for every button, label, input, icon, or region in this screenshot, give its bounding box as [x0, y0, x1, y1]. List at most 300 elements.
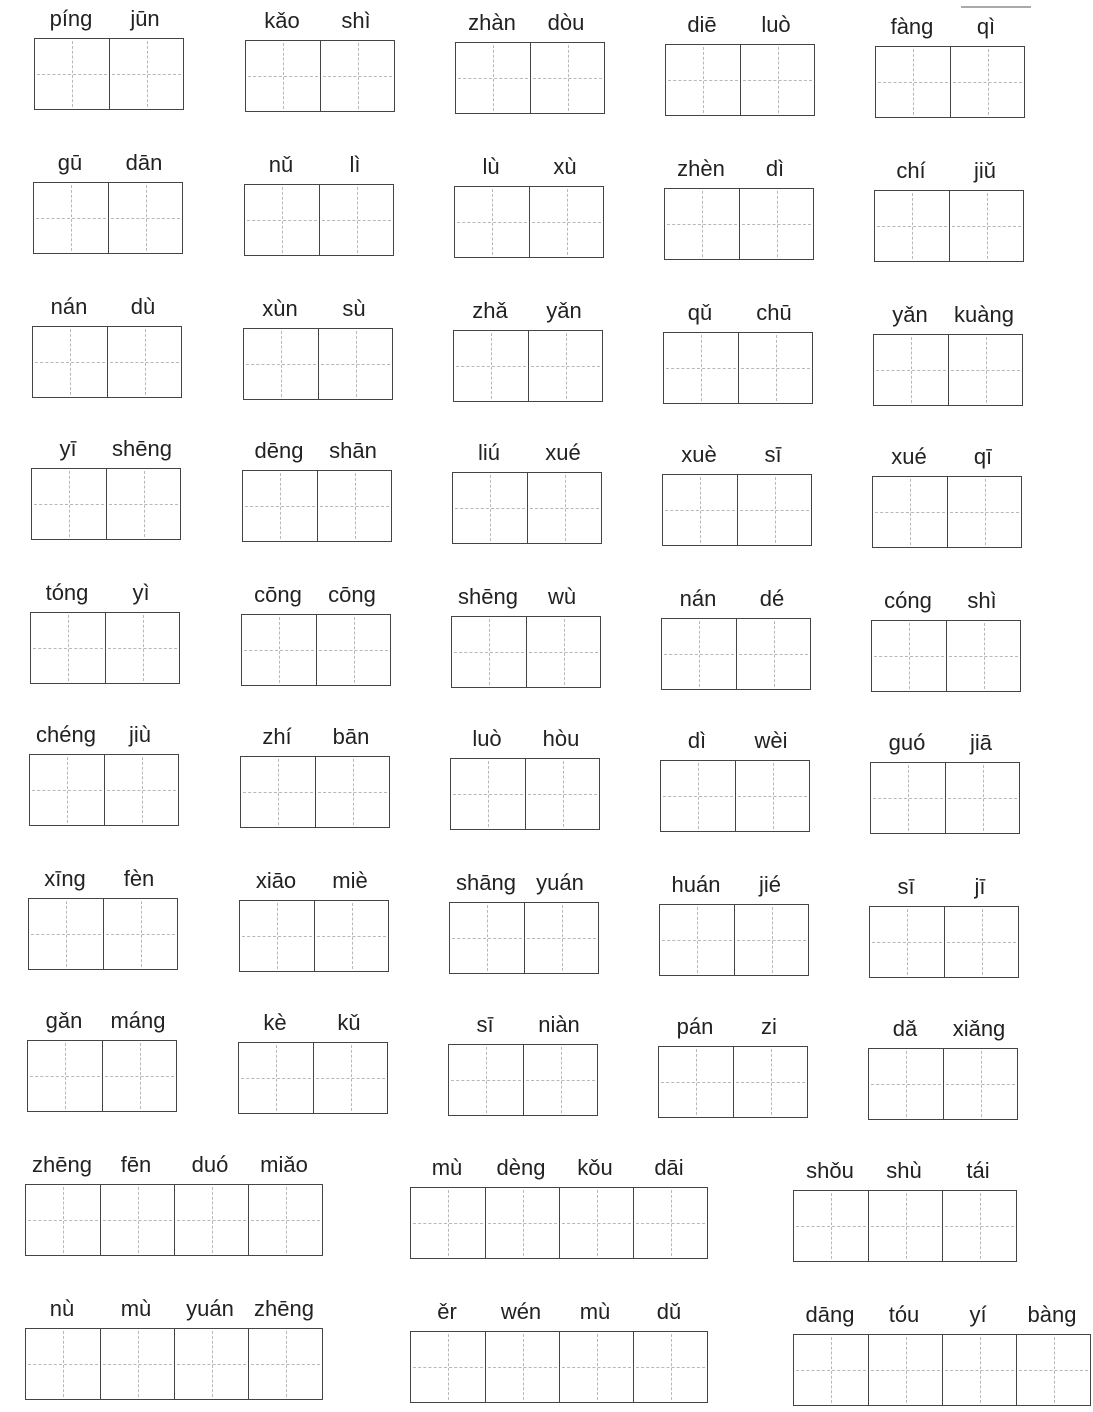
- word-group: [868, 1014, 1020, 1122]
- pinyin-syllable: nán: [50, 294, 88, 319]
- pinyin-syllable: nán: [679, 586, 717, 611]
- character-boxes: [241, 614, 391, 686]
- tian-zi-ge-writing-cell[interactable]: [107, 327, 181, 397]
- pinyin-row: [29, 720, 177, 754]
- tian-zi-ge-writing-cell[interactable]: [945, 763, 1019, 833]
- pinyin-row: [662, 440, 810, 474]
- character-boxes: [238, 1042, 388, 1114]
- tian-zi-ge-writing-cell[interactable]: [104, 755, 178, 825]
- word-group: [245, 6, 397, 114]
- tian-zi-ge-writing-cell[interactable]: [102, 1041, 176, 1111]
- pinyin-syllable: kuàng: [954, 302, 1014, 327]
- pinyin-syllable: shēng: [458, 584, 518, 609]
- character-boxes: [871, 620, 1021, 692]
- tian-zi-ge-writing-cell[interactable]: [523, 1045, 597, 1115]
- tian-zi-ge-writing-cell[interactable]: [248, 1185, 322, 1255]
- tian-zi-ge-writing-cell[interactable]: [740, 45, 814, 115]
- character-boxes: [245, 40, 395, 112]
- pinyin-syllable: dān: [125, 150, 163, 175]
- tian-zi-ge-writing-cell[interactable]: [871, 763, 945, 833]
- pinyin-syllable: chí: [896, 158, 926, 183]
- word-group: [658, 1012, 810, 1120]
- pinyin-syllable: fèn: [123, 866, 155, 891]
- word-group: [450, 724, 602, 832]
- tian-zi-ge-writing-cell[interactable]: [174, 1329, 248, 1399]
- pinyin-syllable: duó: [191, 1152, 229, 1177]
- tian-zi-ge-writing-cell[interactable]: [948, 335, 1022, 405]
- character-boxes: [870, 762, 1020, 834]
- tian-zi-ge-writing-cell[interactable]: [456, 43, 530, 113]
- character-boxes: [30, 612, 180, 684]
- word-group: [28, 864, 180, 972]
- word-group: [448, 1010, 600, 1118]
- tian-zi-ge-writing-cell[interactable]: [450, 903, 524, 973]
- pinyin-syllable: mù: [431, 1155, 463, 1180]
- pinyin-syllable: jié: [758, 872, 781, 897]
- character-boxes: [873, 334, 1023, 406]
- tian-zi-ge-writing-cell[interactable]: [876, 47, 950, 117]
- pinyin-row: [238, 1008, 386, 1042]
- character-boxes: [793, 1190, 1017, 1262]
- pinyin-syllable: yuán: [186, 1296, 234, 1321]
- tian-zi-ge-writing-cell[interactable]: [869, 1049, 943, 1119]
- character-boxes: [658, 1046, 808, 1118]
- tian-zi-ge-writing-cell[interactable]: [105, 613, 179, 683]
- pinyin-row: [663, 298, 811, 332]
- pinyin-row: [455, 8, 603, 42]
- pinyin-row: [27, 1006, 175, 1040]
- character-boxes: [452, 472, 602, 544]
- tian-zi-ge-writing-cell[interactable]: [660, 905, 734, 975]
- pinyin-syllable: sī: [897, 874, 915, 899]
- pinyin-syllable: lù: [482, 154, 500, 179]
- tian-zi-ge-writing-cell[interactable]: [108, 183, 182, 253]
- pinyin-syllable: dēng: [254, 438, 304, 463]
- pinyin-syllable: dì: [687, 728, 707, 753]
- pinyin-row: [873, 300, 1021, 334]
- tian-zi-ge-writing-cell[interactable]: [735, 761, 809, 831]
- pinyin-syllable: shù: [886, 1158, 922, 1183]
- character-boxes: [450, 758, 600, 830]
- tian-zi-ge-writing-cell[interactable]: [874, 335, 948, 405]
- tian-zi-ge-writing-cell[interactable]: [942, 1335, 1016, 1405]
- word-group: [244, 150, 396, 258]
- tian-zi-ge-writing-cell[interactable]: [526, 617, 600, 687]
- pinyin-row: [244, 150, 392, 184]
- pinyin-syllable: gǎn: [45, 1008, 83, 1033]
- tian-zi-ge-writing-cell[interactable]: [316, 615, 390, 685]
- pinyin-syllable: dì: [765, 156, 785, 181]
- tian-zi-ge-writing-cell[interactable]: [29, 899, 103, 969]
- tian-zi-ge-writing-cell[interactable]: [248, 1329, 322, 1399]
- character-boxes: [664, 188, 814, 260]
- character-boxes: [27, 1040, 177, 1112]
- word-group: [873, 300, 1025, 408]
- tian-zi-ge-writing-cell[interactable]: [739, 189, 813, 259]
- tian-zi-ge-writing-cell[interactable]: [734, 905, 808, 975]
- word-group: [660, 726, 812, 834]
- word-group: [454, 152, 606, 260]
- pinyin-row: [30, 578, 178, 612]
- word-group: [238, 1008, 390, 1116]
- character-boxes: [793, 1334, 1091, 1406]
- pinyin-row: [33, 148, 181, 182]
- pinyin-row: [452, 438, 600, 472]
- word-group: [34, 4, 186, 112]
- pinyin-syllable: sī: [476, 1012, 494, 1037]
- word-group: [451, 582, 603, 690]
- pinyin-syllable: cōng: [328, 582, 376, 607]
- pinyin-syllable: shāng: [456, 870, 516, 895]
- pinyin-row: [410, 1153, 706, 1187]
- pinyin-syllable: fàng: [890, 14, 934, 39]
- pinyin-syllable: yī: [59, 436, 77, 461]
- tian-zi-ge-writing-cell[interactable]: [26, 1185, 100, 1255]
- word-group: [662, 440, 814, 548]
- tian-zi-ge-writing-cell[interactable]: [411, 1332, 485, 1402]
- pinyin-row: [665, 10, 813, 44]
- tian-zi-ge-writing-cell[interactable]: [318, 329, 392, 399]
- pinyin-syllable: jiǔ: [973, 158, 996, 183]
- tian-zi-ge-writing-cell[interactable]: [944, 907, 1018, 977]
- tian-zi-ge-writing-cell[interactable]: [736, 619, 810, 689]
- pinyin-syllable: kǎo: [264, 8, 300, 33]
- tian-zi-ge-writing-cell[interactable]: [661, 761, 735, 831]
- tian-zi-ge-writing-cell[interactable]: [737, 475, 811, 545]
- pinyin-syllable: jiā: [969, 730, 992, 755]
- pinyin-syllable: yí: [969, 1302, 987, 1327]
- pinyin-syllable: liú: [477, 440, 500, 465]
- word-group: [659, 870, 811, 978]
- tian-zi-ge-writing-cell[interactable]: [659, 1047, 733, 1117]
- pinyin-syllable: bàng: [1027, 1302, 1077, 1327]
- tian-zi-ge-writing-cell[interactable]: [317, 471, 391, 541]
- tian-zi-ge-writing-cell[interactable]: [873, 477, 947, 547]
- pinyin-syllable: yǎn: [892, 302, 928, 327]
- tian-zi-ge-writing-cell[interactable]: [246, 41, 320, 111]
- pinyin-syllable: fēn: [120, 1152, 152, 1177]
- pinyin-syllable: niàn: [538, 1012, 580, 1037]
- word-group: [32, 292, 184, 400]
- character-boxes: [872, 476, 1022, 548]
- tian-zi-ge-writing-cell[interactable]: [26, 1329, 100, 1399]
- tian-zi-ge-writing-cell[interactable]: [109, 39, 183, 109]
- tian-zi-ge-writing-cell[interactable]: [559, 1188, 633, 1258]
- tian-zi-ge-writing-cell[interactable]: [239, 1043, 313, 1113]
- word-group: [872, 442, 1024, 550]
- pinyin-row: [875, 12, 1023, 46]
- pinyin-row: [25, 1294, 321, 1328]
- pinyin-syllable: miè: [332, 868, 368, 893]
- pinyin-row: [31, 434, 179, 468]
- tian-zi-ge-writing-cell[interactable]: [313, 1043, 387, 1113]
- tian-zi-ge-writing-cell[interactable]: [315, 757, 389, 827]
- pinyin-syllable: kǒu: [577, 1155, 613, 1180]
- pinyin-syllable: luò: [761, 12, 791, 37]
- pinyin-syllable: xué: [545, 440, 581, 465]
- tian-zi-ge-writing-cell[interactable]: [527, 473, 601, 543]
- pinyin-syllable: dèng: [496, 1155, 546, 1180]
- pinyin-syllable: sù: [342, 296, 366, 321]
- character-boxes: [242, 470, 392, 542]
- character-boxes: [663, 332, 813, 404]
- pinyin-row: [34, 4, 182, 38]
- pinyin-syllable: mù: [579, 1299, 611, 1324]
- pinyin-syllable: zi: [761, 1014, 777, 1039]
- tian-zi-ge-writing-cell[interactable]: [100, 1185, 174, 1255]
- tian-zi-ge-writing-cell[interactable]: [872, 621, 946, 691]
- character-boxes: [33, 182, 183, 254]
- word-group: [243, 294, 395, 402]
- pinyin-syllable: jūn: [130, 6, 160, 31]
- pinyin-syllable: zhēng: [32, 1152, 92, 1177]
- pinyin-syllable: zhí: [262, 724, 292, 749]
- character-boxes: [453, 330, 603, 402]
- tian-zi-ge-writing-cell[interactable]: [455, 187, 529, 257]
- tian-zi-ge-writing-cell[interactable]: [32, 469, 106, 539]
- tian-zi-ge-writing-cell[interactable]: [950, 47, 1024, 117]
- word-group: [870, 728, 1022, 836]
- word-group: [455, 8, 607, 116]
- tian-zi-ge-writing-cell[interactable]: [320, 41, 394, 111]
- pinyin-syllable: qǔ: [687, 300, 713, 325]
- pinyin-row: [658, 1012, 806, 1046]
- word-group: [452, 438, 604, 546]
- tian-zi-ge-writing-cell[interactable]: [529, 187, 603, 257]
- tian-zi-ge-writing-cell[interactable]: [100, 1329, 174, 1399]
- pinyin-syllable: dǎ: [892, 1016, 918, 1041]
- tian-zi-ge-writing-cell[interactable]: [106, 469, 180, 539]
- tian-zi-ge-writing-cell[interactable]: [240, 901, 314, 971]
- pinyin-row: [660, 726, 808, 760]
- pinyin-syllable: nù: [49, 1296, 75, 1321]
- tian-zi-ge-writing-cell[interactable]: [485, 1188, 559, 1258]
- word-group: [27, 1006, 179, 1114]
- pinyin-syllable: xīng: [44, 866, 86, 891]
- pinyin-row: [793, 1156, 1015, 1190]
- tian-zi-ge-writing-cell[interactable]: [174, 1185, 248, 1255]
- tian-zi-ge-writing-cell[interactable]: [28, 1041, 102, 1111]
- tian-zi-ge-writing-cell[interactable]: [241, 757, 315, 827]
- pinyin-syllable: xué: [891, 444, 927, 469]
- character-boxes: [449, 902, 599, 974]
- pinyin-row: [450, 724, 598, 758]
- pinyin-row: [242, 436, 390, 470]
- tian-zi-ge-writing-cell[interactable]: [411, 1188, 485, 1258]
- pinyin-row: [32, 292, 180, 326]
- tian-zi-ge-writing-cell[interactable]: [1016, 1335, 1090, 1405]
- pinyin-syllable: guó: [888, 730, 926, 755]
- pinyin-syllable: lì: [349, 152, 361, 177]
- word-group: [664, 154, 816, 262]
- pinyin-syllable: dǔ: [656, 1299, 682, 1324]
- pinyin-syllable: tóng: [45, 580, 89, 605]
- tian-zi-ge-writing-cell[interactable]: [35, 39, 109, 109]
- pinyin-syllable: luò: [472, 726, 502, 751]
- pinyin-row: [245, 6, 393, 40]
- word-group: [25, 1150, 325, 1258]
- tian-zi-ge-writing-cell[interactable]: [528, 331, 602, 401]
- word-group: [663, 298, 815, 406]
- pinyin-syllable: nǔ: [268, 152, 294, 177]
- pinyin-syllable: pán: [676, 1014, 714, 1039]
- pinyin-syllable: huán: [671, 872, 721, 897]
- character-boxes: [868, 1048, 1018, 1120]
- pinyin-syllable: hòu: [542, 726, 580, 751]
- pinyin-syllable: shǒu: [806, 1158, 854, 1183]
- tian-zi-ge-writing-cell[interactable]: [794, 1191, 868, 1261]
- word-group: [242, 436, 394, 544]
- tian-zi-ge-writing-cell[interactable]: [451, 759, 525, 829]
- pinyin-syllable: cóng: [884, 588, 932, 613]
- tian-zi-ge-writing-cell[interactable]: [738, 333, 812, 403]
- tian-zi-ge-writing-cell[interactable]: [868, 1335, 942, 1405]
- character-boxes: [28, 898, 178, 970]
- word-group: [875, 12, 1027, 120]
- tian-zi-ge-writing-cell[interactable]: [949, 191, 1023, 261]
- word-group: [453, 296, 605, 404]
- pinyin-syllable: dāng: [805, 1302, 855, 1327]
- word-group: [869, 872, 1021, 980]
- character-boxes: [34, 38, 184, 110]
- tian-zi-ge-writing-cell[interactable]: [943, 1049, 1017, 1119]
- character-boxes: [660, 760, 810, 832]
- pinyin-row: [872, 442, 1020, 476]
- character-boxes: [244, 184, 394, 256]
- tian-zi-ge-writing-cell[interactable]: [244, 329, 318, 399]
- pinyin-syllable: yǎn: [546, 298, 582, 323]
- pinyin-row: [664, 154, 812, 188]
- tian-zi-ge-writing-cell[interactable]: [665, 189, 739, 259]
- tian-zi-ge-writing-cell[interactable]: [103, 899, 177, 969]
- pinyin-syllable: sī: [764, 442, 782, 467]
- character-boxes: [448, 1044, 598, 1116]
- word-group: [241, 580, 393, 688]
- pinyin-row: [241, 580, 389, 614]
- pinyin-row: [874, 156, 1022, 190]
- tian-zi-ge-writing-cell[interactable]: [530, 43, 604, 113]
- word-group: [239, 866, 391, 974]
- pinyin-syllable: dāi: [654, 1155, 684, 1180]
- tian-zi-ge-writing-cell[interactable]: [875, 191, 949, 261]
- character-boxes: [25, 1328, 323, 1400]
- tian-zi-ge-writing-cell[interactable]: [524, 903, 598, 973]
- tian-zi-ge-writing-cell[interactable]: [946, 621, 1020, 691]
- character-boxes: [455, 42, 605, 114]
- pinyin-row: [871, 586, 1019, 620]
- pinyin-syllable: jiù: [128, 722, 151, 747]
- tian-zi-ge-writing-cell[interactable]: [31, 613, 105, 683]
- pinyin-syllable: xùn: [262, 296, 298, 321]
- tian-zi-ge-writing-cell[interactable]: [34, 183, 108, 253]
- pinyin-row: [661, 584, 809, 618]
- word-group: [793, 1156, 1019, 1264]
- word-group: [31, 434, 183, 542]
- tian-zi-ge-writing-cell[interactable]: [449, 1045, 523, 1115]
- corner-mark: [961, 0, 1031, 8]
- tian-zi-ge-writing-cell[interactable]: [243, 471, 317, 541]
- character-boxes: [240, 756, 390, 828]
- pinyin-row: [453, 296, 601, 330]
- pinyin-syllable: kǔ: [337, 1010, 361, 1035]
- word-group: [410, 1297, 710, 1405]
- tian-zi-ge-writing-cell[interactable]: [662, 619, 736, 689]
- character-boxes: [410, 1187, 708, 1259]
- character-boxes: [29, 754, 179, 826]
- pinyin-syllable: jī: [974, 874, 986, 899]
- tian-zi-ge-writing-cell[interactable]: [452, 617, 526, 687]
- pinyin-row: [239, 866, 387, 900]
- tian-zi-ge-writing-cell[interactable]: [666, 45, 740, 115]
- pinyin-syllable: cōng: [254, 582, 302, 607]
- tian-zi-ge-writing-cell[interactable]: [485, 1332, 559, 1402]
- pinyin-row: [240, 722, 388, 756]
- tian-zi-ge-writing-cell[interactable]: [242, 615, 316, 685]
- tian-zi-ge-writing-cell[interactable]: [525, 759, 599, 829]
- word-group: [871, 586, 1023, 694]
- word-group: [410, 1153, 710, 1261]
- pinyin-syllable: zhǎ: [472, 298, 508, 323]
- pinyin-row: [451, 582, 599, 616]
- pinyin-syllable: wù: [547, 584, 577, 609]
- pinyin-syllable: kè: [263, 1010, 287, 1035]
- word-group: [33, 148, 185, 256]
- tian-zi-ge-writing-cell[interactable]: [454, 331, 528, 401]
- word-group: [240, 722, 392, 830]
- pinyin-syllable: yuán: [536, 870, 584, 895]
- tian-zi-ge-writing-cell[interactable]: [559, 1332, 633, 1402]
- tian-zi-ge-writing-cell[interactable]: [33, 327, 107, 397]
- word-group: [874, 156, 1026, 264]
- pinyin-row: [659, 870, 807, 904]
- pinyin-syllable: gū: [57, 150, 83, 175]
- character-boxes: [25, 1184, 323, 1256]
- tian-zi-ge-writing-cell[interactable]: [870, 907, 944, 977]
- pinyin-row: [868, 1014, 1016, 1048]
- tian-zi-ge-writing-cell[interactable]: [314, 901, 388, 971]
- pinyin-syllable: wèi: [754, 728, 788, 753]
- character-boxes: [243, 328, 393, 400]
- tian-zi-ge-writing-cell[interactable]: [633, 1188, 707, 1258]
- pinyin-row: [869, 872, 1017, 906]
- tian-zi-ge-writing-cell[interactable]: [245, 185, 319, 255]
- pinyin-syllable: shān: [329, 438, 377, 463]
- pinyin-row: [243, 294, 391, 328]
- tian-zi-ge-writing-cell[interactable]: [664, 333, 738, 403]
- pinyin-syllable: shì: [341, 8, 371, 33]
- pinyin-syllable: zhèn: [677, 156, 725, 181]
- tian-zi-ge-writing-cell[interactable]: [794, 1335, 868, 1405]
- tian-zi-ge-writing-cell[interactable]: [733, 1047, 807, 1117]
- tian-zi-ge-writing-cell[interactable]: [663, 475, 737, 545]
- tian-zi-ge-writing-cell[interactable]: [633, 1332, 707, 1402]
- tian-zi-ge-writing-cell[interactable]: [30, 755, 104, 825]
- tian-zi-ge-writing-cell[interactable]: [947, 477, 1021, 547]
- tian-zi-ge-writing-cell[interactable]: [868, 1191, 942, 1261]
- pinyin-syllable: qì: [976, 14, 996, 39]
- pinyin-syllable: shì: [967, 588, 997, 613]
- pinyin-syllable: qī: [973, 444, 993, 469]
- pinyin-row: [28, 864, 176, 898]
- pinyin-syllable: chéng: [36, 722, 96, 747]
- tian-zi-ge-writing-cell[interactable]: [453, 473, 527, 543]
- pinyin-row: [793, 1300, 1089, 1334]
- pinyin-row: [870, 728, 1018, 762]
- character-boxes: [31, 468, 181, 540]
- tian-zi-ge-writing-cell[interactable]: [942, 1191, 1016, 1261]
- pinyin-syllable: yì: [132, 580, 150, 605]
- tian-zi-ge-writing-cell[interactable]: [319, 185, 393, 255]
